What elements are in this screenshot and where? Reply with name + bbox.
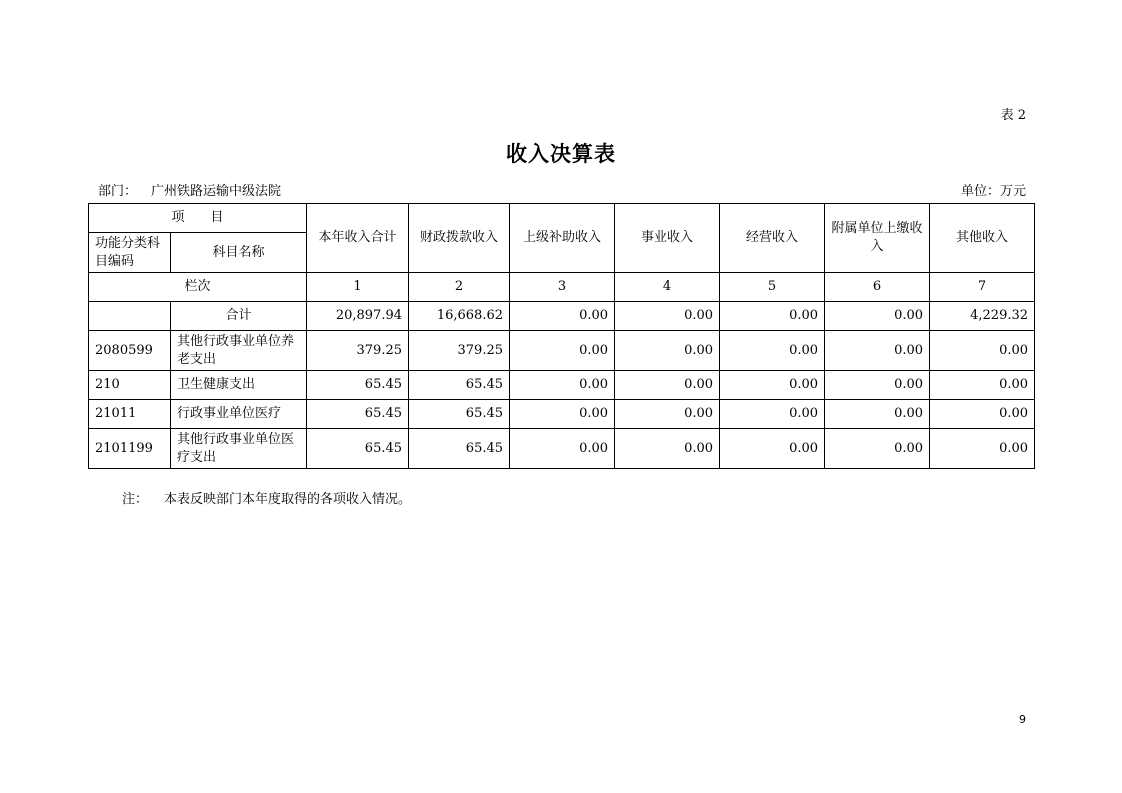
- total-code-cell: [89, 302, 171, 331]
- header-code: 功能分类科目编码: [89, 233, 171, 273]
- total-row: [89, 302, 1035, 331]
- value-cell: 16,668.62: [409, 302, 510, 331]
- header-name: 科目名称: [171, 233, 307, 273]
- value-cell: 0.00: [825, 371, 930, 400]
- header-row-top: [89, 204, 1035, 233]
- value-cell: 20,897.94: [307, 302, 409, 331]
- value-cell: 0.00: [825, 429, 930, 469]
- header-col-6: 附属单位上缴收入: [825, 204, 930, 273]
- seq-cell: 2: [409, 273, 510, 302]
- income-final-accounts-table: [88, 203, 1035, 469]
- value-cell: 65.45: [409, 400, 510, 429]
- value-cell: 65.45: [409, 429, 510, 469]
- value-cell: 0.00: [930, 371, 1035, 400]
- code-cell: 2101199: [89, 429, 171, 469]
- value-cell: 0.00: [825, 302, 930, 331]
- name-cell: 行政事业单位医疗: [171, 400, 307, 429]
- table-row: [89, 400, 1035, 429]
- seq-cell: 7: [930, 273, 1035, 302]
- value-cell: 0.00: [615, 331, 720, 371]
- name-cell: 其他行政事业单位养老支出: [171, 331, 307, 371]
- header-col-7: 其他收入: [930, 204, 1035, 273]
- value-cell: 65.45: [307, 429, 409, 469]
- value-cell: 0.00: [930, 331, 1035, 371]
- value-cell: 0.00: [510, 331, 615, 371]
- value-cell: 0.00: [615, 371, 720, 400]
- department-label: 部门：: [98, 184, 138, 199]
- value-cell: 0.00: [825, 400, 930, 429]
- header-col-3: 上级补助收入: [510, 204, 615, 273]
- seq-cell: 4: [615, 273, 720, 302]
- value-cell: 379.25: [307, 331, 409, 371]
- footnote-text: 本表反映部门本年度取得的各项收入情况。: [164, 492, 412, 507]
- seq-label: 栏次: [89, 273, 307, 302]
- name-cell: 其他行政事业单位医疗支出: [171, 429, 307, 469]
- table-number: 表 2: [1000, 108, 1026, 123]
- unit-label: 单位：万元: [960, 184, 1026, 199]
- name-cell: 卫生健康支出: [171, 371, 307, 400]
- value-cell: 0.00: [825, 331, 930, 371]
- seq-row: [89, 273, 1035, 302]
- table-row: [89, 331, 1035, 371]
- value-cell: 0.00: [930, 400, 1035, 429]
- value-cell: 0.00: [615, 429, 720, 469]
- header-col-1: 本年收入合计: [307, 204, 409, 273]
- value-cell: 4,229.32: [930, 302, 1035, 331]
- header-col-5: 经营收入: [720, 204, 825, 273]
- footnote-label: 注：: [122, 492, 149, 507]
- value-cell: 65.45: [409, 371, 510, 400]
- value-cell: 379.25: [409, 331, 510, 371]
- header-col-4: 事业收入: [615, 204, 720, 273]
- value-cell: 0.00: [615, 400, 720, 429]
- code-cell: 210: [89, 371, 171, 400]
- value-cell: 0.00: [720, 302, 825, 331]
- value-cell: 0.00: [510, 400, 615, 429]
- table-row: [89, 429, 1035, 469]
- header-item: 项 目: [89, 204, 307, 233]
- value-cell: 0.00: [720, 400, 825, 429]
- value-cell: 65.45: [307, 400, 409, 429]
- code-cell: 21011: [89, 400, 171, 429]
- code-cell: 2080599: [89, 331, 171, 371]
- department-line: [98, 180, 281, 199]
- table-row: [89, 371, 1035, 400]
- value-cell: 0.00: [510, 302, 615, 331]
- value-cell: 0.00: [930, 429, 1035, 469]
- value-cell: 65.45: [307, 371, 409, 400]
- seq-cell: 6: [825, 273, 930, 302]
- header-col-2: 财政拨款收入: [409, 204, 510, 273]
- footnote: [122, 488, 411, 507]
- value-cell: 0.00: [615, 302, 720, 331]
- value-cell: 0.00: [510, 429, 615, 469]
- seq-cell: 3: [510, 273, 615, 302]
- page-number: 9: [1019, 713, 1026, 726]
- department-name: 广州铁路运输中级法院: [151, 184, 282, 199]
- page-title: 收入决算表: [506, 142, 616, 166]
- value-cell: 0.00: [720, 331, 825, 371]
- value-cell: 0.00: [510, 371, 615, 400]
- seq-cell: 5: [720, 273, 825, 302]
- value-cell: 0.00: [720, 371, 825, 400]
- seq-cell: 1: [307, 273, 409, 302]
- total-label: 合计: [171, 302, 307, 331]
- value-cell: 0.00: [720, 429, 825, 469]
